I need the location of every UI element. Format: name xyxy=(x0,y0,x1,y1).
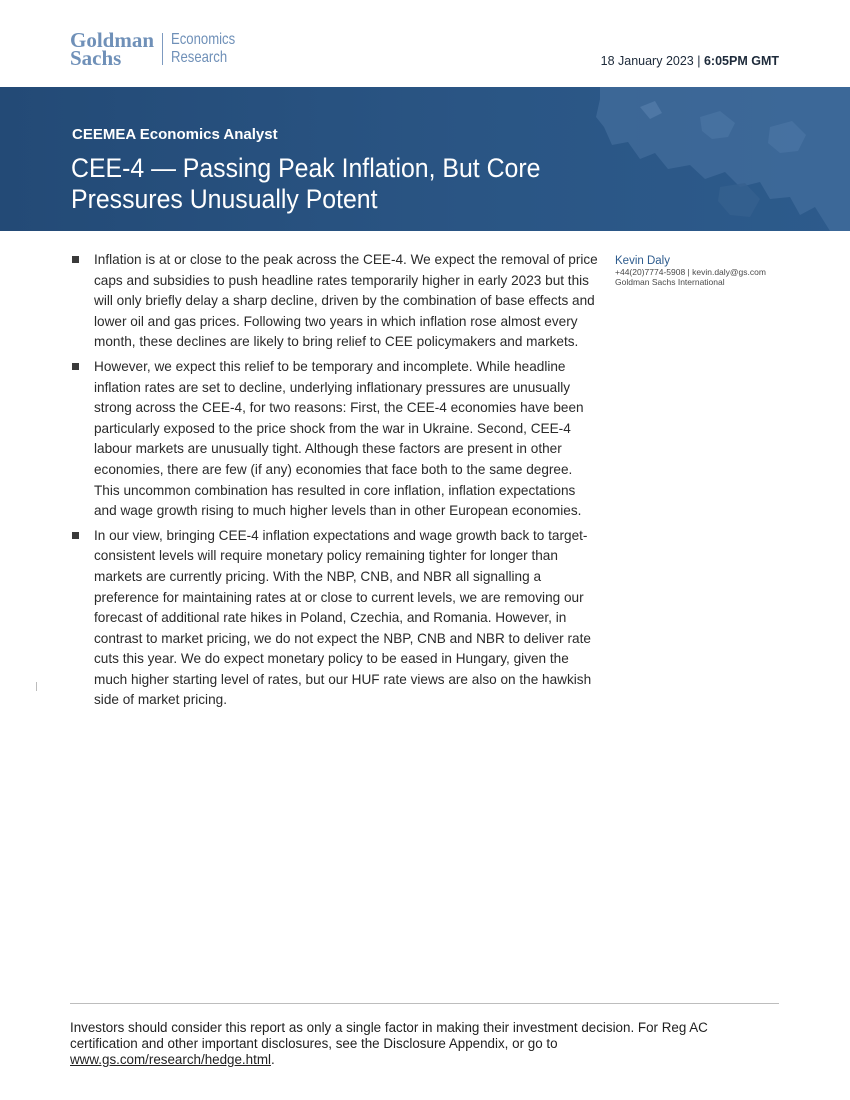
disclosure-footer xyxy=(70,1020,770,1068)
bullet-text: In our view, bringing CEE-4 inflation expectations and wage growth back to target-consistent levels will require monetary policy remaining tighter for longer than markets are currently pricing. With the NBP, CNB, and NBR all signalling a preference for maintaining rates at or close to current levels, we are removing our forecast of additional rate hikes in Poland, Czechia, and Romania. However, in contrast to market pricing, we do not expect the NBP, CNB and NBR to deliver rate cuts this year. We do expect monetary policy to be eased in Hungary, given the much higher starting level of rates, but our HUF rate views are also on the hawkish side of market pricing. xyxy=(94,527,592,708)
disclosure-link[interactable]: www.gs.com/research/hedge.html xyxy=(70,1052,271,1067)
publication-dateline xyxy=(601,54,779,68)
report-title: CEE-4 — Passing Peak Inflation, But Core Pressures Unusually Potent xyxy=(71,153,541,214)
goldman-sachs-logo xyxy=(70,28,249,70)
division-name: Economics Research xyxy=(171,31,236,66)
author-organization: Goldman Sachs International xyxy=(615,277,725,287)
bullet-square-icon xyxy=(72,363,79,370)
summary-bullet xyxy=(70,526,600,711)
bullet-text: However, we expect this relief to be temporary and incomplete. While headline inflation rates are set to decline, underlying inflationary pressures are unusually strong across the CEE-4, for two reasons: First, the CEE-4 economies have been particularly exposed to the price shock from the war in Ukraine. Second, CEE-4 labour markets are unusually tight. Although these factors are present in other economies, there are few (if any) economies that face both to the same degree. This uncommon combination has resulted in core inflation, inflation expectations and wage growth rising to much higher levels than in other European economies. xyxy=(94,358,584,519)
logo-divider xyxy=(162,33,163,65)
disclosure-text: Investors should consider this report as only a single factor in making their investment decision. For Reg AC certification and other important disclosures, see the Disclosure Appendix, or go to xyxy=(70,1020,708,1051)
author-contact[interactable]: +44(20)7774-5908 | kevin.daly@gs.com xyxy=(615,267,766,277)
summary-bullet xyxy=(70,357,600,522)
bullet-square-icon xyxy=(72,256,79,263)
summary-bullets xyxy=(70,250,600,715)
title-banner xyxy=(0,87,850,231)
bullet-square-icon xyxy=(72,532,79,539)
author-block xyxy=(615,255,795,287)
disclosure-end: . xyxy=(270,1052,275,1067)
dateline-separator: | xyxy=(697,54,701,68)
logo-wordmark: Goldman Sachs xyxy=(70,28,155,70)
footer-divider xyxy=(70,1003,779,1004)
report-series-label: CEEMEA Economics Analyst xyxy=(72,126,278,143)
publication-date: 18 January 2023 xyxy=(600,54,694,68)
publication-time: 6:05PM GMT xyxy=(703,54,779,68)
summary-bullet xyxy=(70,250,600,353)
bullet-text: Inflation is at or close to the peak across the CEE-4. We expect the removal of price caps and subsidies to push headline rates temporarily higher in early 2023 but this will only briefly delay a sharp decline, driven by the combination of base effects and lower oil and gas prices. Following two years in which inflation rose almost every month, these declines are likely to bring relief to CEE policymakers and markets. xyxy=(94,252,598,350)
margin-mark xyxy=(36,682,37,691)
author-name[interactable]: Kevin Daly xyxy=(615,255,670,267)
